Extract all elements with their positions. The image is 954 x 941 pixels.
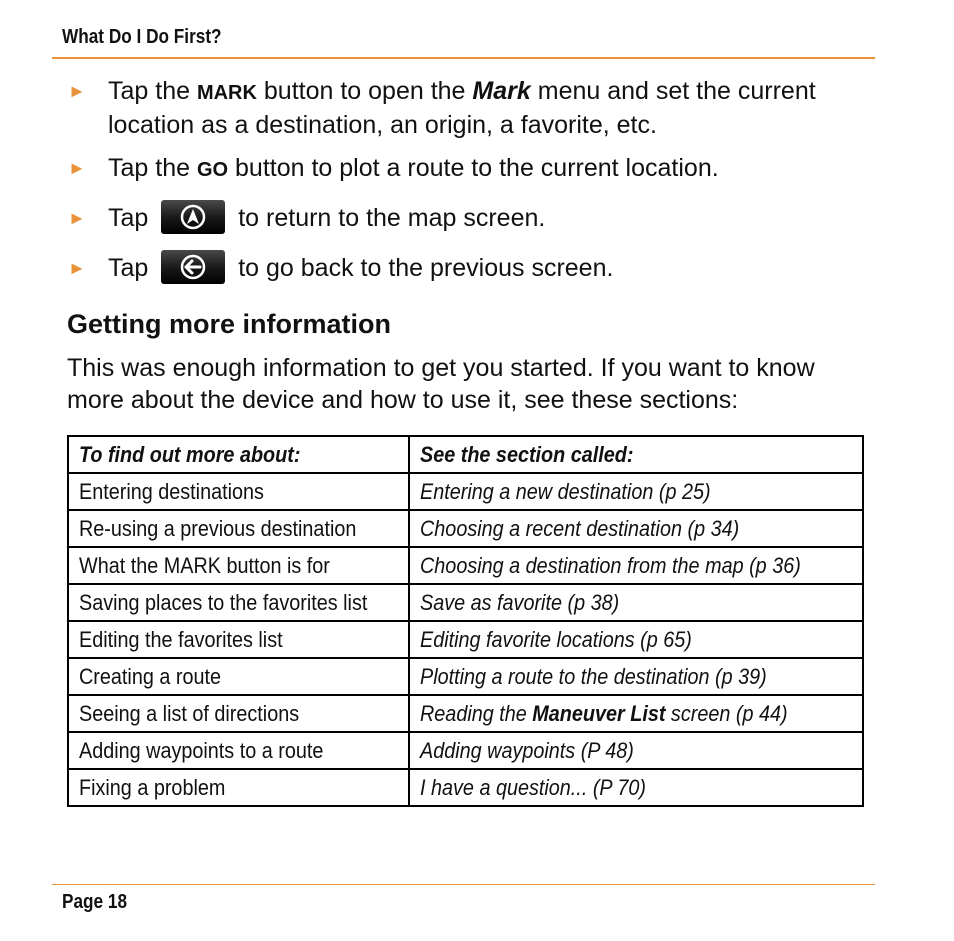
bullet-text: Tap <box>108 254 149 282</box>
map-arrow-icon <box>161 200 225 234</box>
table-row <box>68 621 863 658</box>
table-row <box>68 732 863 769</box>
bullet-arrow-icon: ► <box>68 208 86 228</box>
bullet-arrow-icon: ► <box>68 258 86 278</box>
section-intro: This was enough information to get you started. If you want to know more about the device and how to use it, see these sections: <box>67 354 815 414</box>
mark-menu-label: Mark <box>472 77 531 105</box>
bullet-item-go <box>68 152 848 186</box>
table-cell-section: Choosing a destination from the map (p 36) <box>409 547 863 584</box>
table-row <box>68 473 863 510</box>
table-header-section: See the section called: <box>409 436 863 473</box>
table-row <box>68 584 863 621</box>
table-row <box>68 547 863 584</box>
section-heading: Getting more information <box>67 309 391 339</box>
reference-table <box>67 435 864 807</box>
bullet-item-back <box>68 252 848 284</box>
table-cell-topic: Adding waypoints to a route <box>68 732 409 769</box>
table-cell-section: Reading the Maneuver List screen (p 44) <box>409 695 863 732</box>
bullet-arrow-icon: ► <box>68 81 86 101</box>
bullet-item-map <box>68 202 848 234</box>
table-cell-topic: Creating a route <box>68 658 409 695</box>
bullet-text: Tap <box>108 204 149 232</box>
bullet-text: Tap the <box>108 154 197 182</box>
table-cell-section: Save as favorite (p 38) <box>409 584 863 621</box>
table-row <box>68 510 863 547</box>
bullet-text: to go back to the previous screen. <box>238 254 614 282</box>
table-cell-topic: Fixing a problem <box>68 769 409 806</box>
table-header-row <box>68 436 863 473</box>
table-cell-section: Choosing a recent destination (p 34) <box>409 510 863 547</box>
go-button-label: GO <box>196 159 229 181</box>
back-arrow-icon <box>161 250 225 284</box>
bullet-text: button to plot a route to the current location. <box>228 154 719 182</box>
page-header-title: What Do I Do First? <box>62 26 222 48</box>
table-cell-topic: Re-using a previous destination <box>68 510 409 547</box>
bullet-text: button to open the <box>256 77 473 105</box>
mark-button-label: MARK <box>196 82 257 104</box>
table-row <box>68 695 863 732</box>
maneuver-list-label: Maneuver List <box>532 700 666 726</box>
table-row <box>68 658 863 695</box>
footer-rule <box>52 884 875 885</box>
table-cell-topic: Saving places to the favorites list <box>68 584 409 621</box>
bullet-item-mark <box>68 75 848 141</box>
bullet-text: menu and set the current location as a destination, an origin, a favorite, etc. <box>108 77 816 139</box>
table-row <box>68 769 863 806</box>
table-cell-topic: Editing the favorites list <box>68 621 409 658</box>
table-cell-topic: Seeing a list of directions <box>68 695 409 732</box>
header-rule <box>52 57 875 59</box>
table-header-topic: To find out more about: <box>68 436 409 473</box>
table-cell-section: I have a question... (P 70) <box>409 769 863 806</box>
page-number: Page 18 <box>62 891 128 913</box>
bullet-text: Tap the <box>108 77 197 105</box>
bullet-arrow-icon: ► <box>68 158 86 178</box>
table-cell-topic: Entering destinations <box>68 473 409 510</box>
bullet-text: to return to the map screen. <box>238 204 546 232</box>
table-cell-section: Plotting a route to the destination (p 39) <box>409 658 863 695</box>
table-cell-section: Editing favorite locations (p 65) <box>409 621 863 658</box>
table-cell-topic: What the MARK button is for <box>68 547 409 584</box>
table-cell-section: Entering a new destination (p 25) <box>409 473 863 510</box>
table-cell-section: Adding waypoints (P 48) <box>409 732 863 769</box>
